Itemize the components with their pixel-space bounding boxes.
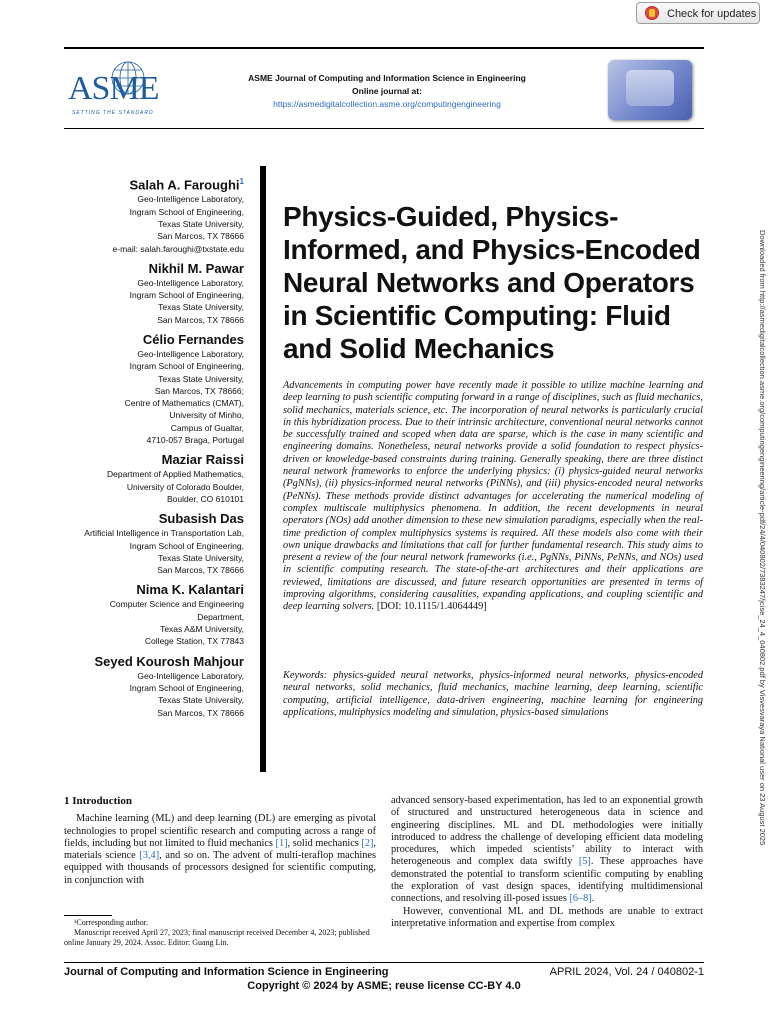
affiliation-line: San Marcos, TX 78666 xyxy=(157,231,244,242)
body-left-column xyxy=(64,795,376,887)
check-for-updates-label: Check for updates xyxy=(667,8,757,20)
affiliation-line: 4710-057 Braga, Portugal xyxy=(146,435,244,446)
paragraph: Machine learning (ML) and deep learning (DL) are emerging as pivotal technologies to propel scientific research and computing across a range of fields, including but not limited to fluid mechanics [1], solid mechanics [2], materials science [3,4], and so on. The advent of multi-teraflop machines equipped with thousands of processors designed for scientific computing, in conjunction with xyxy=(64,813,376,886)
journal-name: ASME Journal of Computing and Information Science in Engineering xyxy=(248,73,526,83)
corresponding-mark: 1 xyxy=(239,177,244,186)
affiliation-line: University of Minho, xyxy=(169,410,244,421)
affiliation-line: Artificial Intelligence in Transportation Lab, xyxy=(84,528,244,539)
affiliation-line: Boulder, CO 610101 xyxy=(166,493,244,504)
asme-logo xyxy=(66,58,176,122)
author-block xyxy=(62,654,244,719)
affiliation-line: Texas State University, xyxy=(158,552,244,563)
citation-link[interactable]: [1] xyxy=(275,837,288,849)
footnote-manuscript: Manuscript received April 27, 2023; final manuscript received December 4, 2023; published online January 29, 2024. Assoc. Editor: Guang Lin. xyxy=(64,928,370,947)
affiliation-line: Texas State University, xyxy=(158,695,244,706)
author-name: Célio Fernandes xyxy=(142,332,244,347)
affiliation-line: Geo-Intelligence Laboratory, xyxy=(137,670,244,681)
citation-link[interactable]: [6–8] xyxy=(569,893,592,905)
section-heading: 1 Introduction xyxy=(64,795,132,807)
journal-url-link[interactable]: https://asmedigitalcollection.asme.org/computingengineering xyxy=(273,99,501,109)
affiliation-line: Geo-Intelligence Laboratory, xyxy=(137,349,244,359)
check-updates-icon xyxy=(645,6,659,20)
author-block xyxy=(62,332,244,446)
author-name: Salah A. Faroughi xyxy=(129,177,240,193)
affiliation-line: Department of Applied Mathematics, xyxy=(106,469,244,480)
affiliation-line: Centre of Mathematics (CMAT), xyxy=(124,398,244,409)
header-bottom-rule xyxy=(64,128,704,129)
check-for-updates-button[interactable] xyxy=(636,2,760,24)
email-line: e-mail: salah.faroughi@txstate.edu xyxy=(112,243,244,254)
paragraph: However, conventional ML and DL methods are unable to extract interpretative information and expertise from complex xyxy=(391,905,703,929)
author-block xyxy=(62,452,244,505)
header-top-rule xyxy=(64,47,704,49)
footer-issue: APRIL 2024, Vol. 24 / 040802-1 xyxy=(549,966,704,978)
doi-link[interactable]: [DOI: 10.1115/1.4064449] xyxy=(376,601,487,613)
affiliation-line: University of Colorado Boulder, xyxy=(126,481,244,492)
affiliation-line: Texas State University, xyxy=(158,302,244,313)
journal-header xyxy=(232,72,542,111)
affiliation-line: Ingram School of Engineering, xyxy=(129,206,244,217)
affiliation-line: Ingram School of Engineering, xyxy=(129,361,244,372)
keywords: Keywords: physics-guided neural networks, physics-informed neural networks, physics-encoded neural networks, solid mechanics, fluid mechanics, machine learning, deep learning, scientific computing, artificial intelligence, data-driven engineering, machine learning for engineering applications, multiphysics modeling and simulation, physics-based simulations xyxy=(283,670,703,718)
affiliation-line: Geo-Intelligence Laboratory, xyxy=(137,194,244,205)
footnote xyxy=(64,918,376,948)
affiliation-line: Texas State University, xyxy=(158,373,244,384)
author-list xyxy=(62,174,244,725)
affiliation-line: San Marcos, TX 78666 xyxy=(157,707,244,718)
affiliation-line: Campus of Gualtar, xyxy=(170,422,244,433)
download-side-note: Downloaded from http://asmedigitalcollection.asme.org/computingengineering/article-pdf/24/4/040802/7383247/jcise_24_4_040802.pdf by Visvesvaraya National user on 23 August 2025 xyxy=(758,230,767,846)
affiliation-line: Ingram School of Engineering, xyxy=(129,540,244,551)
footer-rule xyxy=(64,962,704,963)
abstract-text: Advancements in computing power have recently made it possible to utilize machine learning and deep learning to push scientific computing forward in a range of disciplines, such as fluid mechanics, solid mechanics, materials science, etc. The incorporation of neural networks is particularly crucial in this hybridization process. Due to their intrinsic architecture, conventional neural networks cannot be successfully trained and scoped when data are sparse, which is the case in many scientific and engineering domains. Nonetheless, neural networks provide a solid foundation to respect physics-driven or knowledge-based constraints during training. Generally speaking, there are three distinct neural network frameworks to enforce the underlying physics: (i) physics-guided neural networks (PgNNs), (ii) physics-informed neural networks (PiNNs), and (iii) physics-encoded neural networks (PeNNs). These methods provide distinct advantages for accelerating the numerical modeling of complex multiscale multiphysics phenomena. In addition, the recent developments in neural operators (NOs) add another dimension to these new simulation paradigms, especially when the real-time prediction of complex multiphysics systems is required. All these models also come with their own unique drawbacks and limitations that call for further fundamental research. This study aims to present a review of the four neural network frameworks (i.e., PgNNs, PiNNs, PeNNs, and NOs) used in scientific computing research. The state-of-the-art architectures and their applications are reviewed, limitations are discussed, and future research opportunities are presented in terms of improving algorithms, considering causalities, expanding applications, and coupling scientific and deep learning solvers. xyxy=(283,380,703,613)
author-name: Maziar Raissi xyxy=(161,452,244,468)
footer-journal-name: Journal of Computing and Information Science in Engineering xyxy=(64,966,389,978)
author-block xyxy=(62,511,244,576)
footnote-corresponding: ¹Corresponding author. xyxy=(74,918,148,927)
affiliation-line: Ingram School of Engineering, xyxy=(129,290,244,301)
body-right-column xyxy=(391,795,703,930)
affiliation-line: College Station, TX 77843 xyxy=(144,636,244,647)
affiliation-line: Computer Science and Engineering Department, xyxy=(109,599,244,622)
journal-cover-image xyxy=(608,60,692,120)
footnote-rule xyxy=(64,915,112,916)
logo-text: ASME xyxy=(68,70,159,107)
affiliation-line: Geo-Intelligence Laboratory, xyxy=(137,277,244,288)
author-block xyxy=(62,174,244,255)
author-name: Nikhil M. Pawar xyxy=(148,260,244,276)
affiliation-line: San Marcos, TX 78666; xyxy=(154,385,244,396)
affiliation-line: San Marcos, TX 78666 xyxy=(157,314,244,325)
author-block xyxy=(62,261,244,326)
affiliation-line: San Marcos, TX 78666 xyxy=(157,565,244,576)
cover-artwork xyxy=(626,70,674,106)
footer-copyright: Copyright © 2024 by ASME; reuse license CC-BY 4.0 xyxy=(247,980,521,992)
author-name: Subasish Das xyxy=(158,511,244,527)
affiliation-line: Texas A&M University, xyxy=(160,624,244,635)
affiliation-line: Texas State University, xyxy=(158,218,244,229)
abstract xyxy=(283,380,703,614)
citation-link[interactable]: [3,4] xyxy=(139,850,160,862)
affiliation-line: Ingram School of Engineering, xyxy=(129,682,244,693)
logo-tagline: SETTING THE STANDARD xyxy=(72,110,154,116)
citation-link[interactable]: [2] xyxy=(361,837,374,849)
author-name: Nima K. Kalantari xyxy=(136,582,244,598)
author-name: Seyed Kourosh Mahjour xyxy=(94,653,244,669)
paper-title: Physics-Guided, Physics-Informed, and Physics-Encoded Neural Networks and Operators in Scientific Computing: Fluid and Solid Mechanics xyxy=(283,201,701,364)
citation-link[interactable]: [5] xyxy=(578,856,591,868)
vertical-divider-bar xyxy=(260,166,266,772)
author-block xyxy=(62,582,244,647)
online-label: Online journal at: xyxy=(352,86,422,96)
paragraph: advanced sensory-based experimentation, has led to an exponential growth of structured and unstructured heterogeneous data in science and engineering disciplines. ML and DL methodologies were initially introduced to address the challenge of developing efficient data modeling procedures, which impeded scientists’ ability to interact with heterogeneous and complex data swiftly [5]. These approaches have demonstrated the potential to transform scientific computing by enabling the exploration of vast design spaces, identifying multidimensional connections, and resolving ill-posed issues [6–8]. xyxy=(391,795,703,905)
